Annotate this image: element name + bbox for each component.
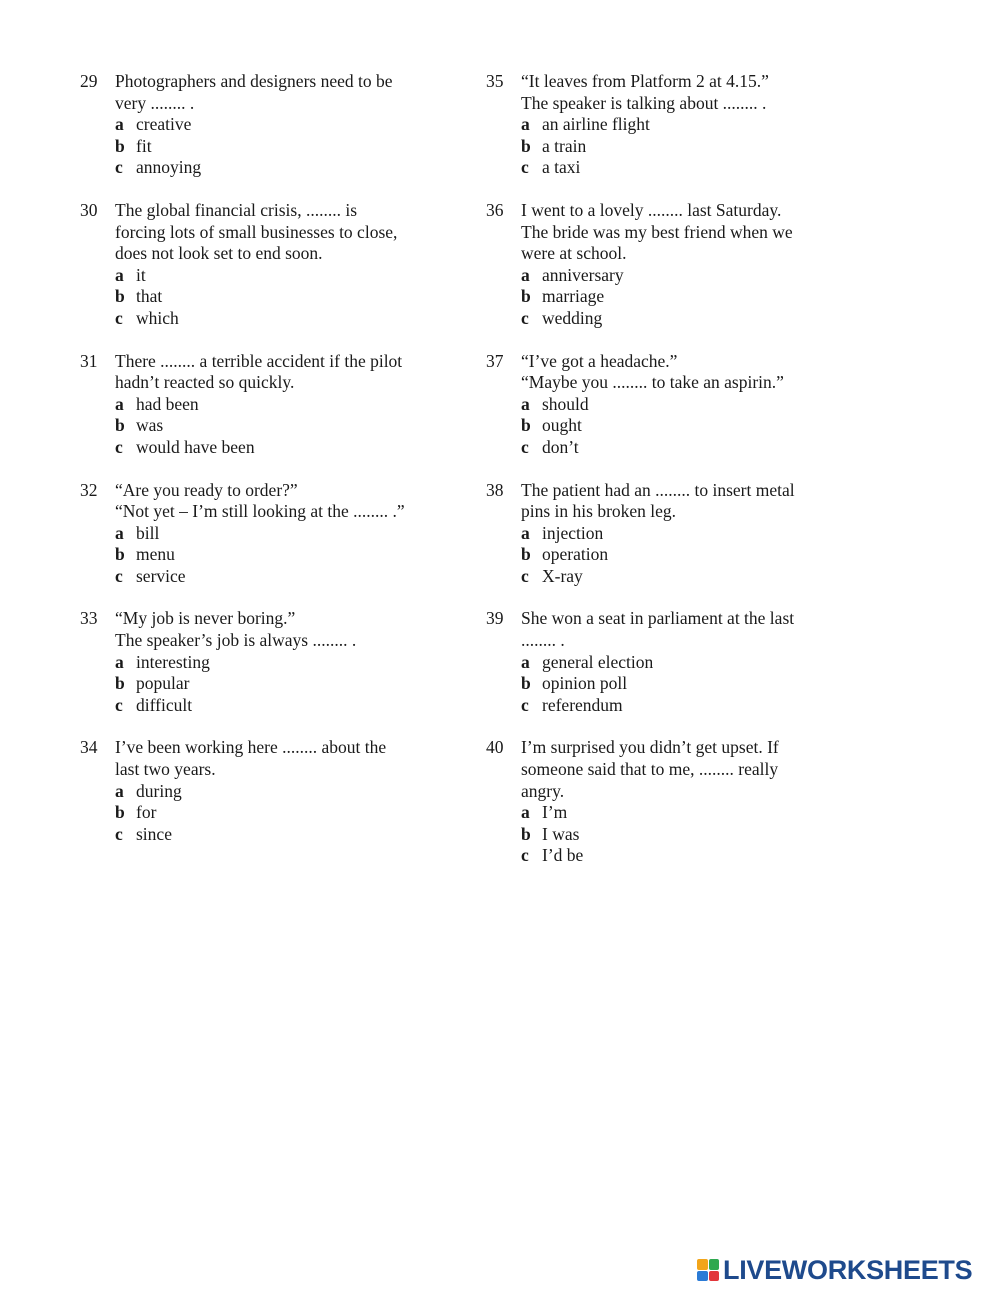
- answer-option-a[interactable]: [521, 114, 886, 136]
- answer-option-c[interactable]: [115, 824, 480, 846]
- option-letter: a: [115, 114, 124, 135]
- option-text: since: [136, 823, 172, 844]
- answer-option-a[interactable]: [115, 781, 480, 803]
- option-letter: a: [521, 802, 530, 823]
- option-text: wedding: [542, 307, 603, 328]
- answer-option-b[interactable]: [115, 802, 480, 824]
- option-letter: a: [115, 264, 124, 285]
- question-number: 40: [486, 737, 504, 758]
- answer-option-b[interactable]: [521, 824, 886, 846]
- answer-option-c[interactable]: [521, 308, 886, 330]
- question-stem: [486, 200, 886, 265]
- answer-options: [521, 394, 886, 459]
- option-text: a train: [542, 135, 587, 156]
- question-stem: [80, 71, 480, 114]
- question-stem: [486, 351, 886, 394]
- question-stem: [80, 351, 480, 394]
- answer-option-c[interactable]: [521, 695, 886, 717]
- option-text: I’d be: [542, 845, 584, 866]
- answer-options: [521, 523, 886, 588]
- question-number: 31: [80, 350, 98, 371]
- answer-option-b[interactable]: [521, 415, 886, 437]
- answer-option-a[interactable]: [115, 265, 480, 287]
- option-letter: b: [521, 673, 531, 694]
- question-stem: [80, 737, 480, 780]
- answer-options: [115, 114, 480, 179]
- question-number: 32: [80, 479, 98, 500]
- question-stem: [486, 608, 886, 651]
- answer-option-b[interactable]: [115, 673, 480, 695]
- option-letter: a: [115, 651, 124, 672]
- option-letter: a: [521, 393, 530, 414]
- question-number: 33: [80, 608, 98, 629]
- question-text: “It leaves from Platform 2 at 4.15.” The speaker is talking about ........ .: [521, 71, 769, 113]
- option-letter: b: [115, 673, 125, 694]
- option-letter: c: [115, 307, 123, 328]
- answer-option-c[interactable]: [115, 308, 480, 330]
- option-letter: c: [115, 694, 123, 715]
- answer-option-c[interactable]: [521, 437, 886, 459]
- question-stem: [486, 737, 886, 802]
- question-36: [486, 200, 886, 330]
- option-letter: b: [521, 135, 531, 156]
- option-letter: b: [115, 544, 125, 565]
- answer-options: [521, 652, 886, 717]
- option-text: an airline flight: [542, 114, 650, 135]
- answer-options: [115, 652, 480, 717]
- option-letter: c: [115, 823, 123, 844]
- liveworksheets-logo-icon: [697, 1259, 719, 1281]
- question-text: I’ve been working here ........ about the last two years.: [115, 737, 387, 780]
- question-stem: [80, 608, 480, 651]
- question-text: I went to a lovely ........ last Saturday. The bride was my best friend when we were at school.: [521, 199, 793, 264]
- option-letter: a: [115, 393, 124, 414]
- answer-options: [115, 394, 480, 459]
- option-letter: c: [115, 436, 123, 457]
- option-text: that: [136, 286, 163, 307]
- question-text: “I’ve got a headache.” “Maybe you ........ to take an aspirin.”: [521, 350, 784, 393]
- answer-option-c[interactable]: [115, 157, 480, 179]
- option-text: popular: [136, 673, 190, 694]
- option-text: during: [136, 780, 182, 801]
- answer-option-a[interactable]: [521, 265, 886, 287]
- option-letter: b: [521, 544, 531, 565]
- option-text: I was: [542, 823, 580, 844]
- option-text: fit: [136, 135, 152, 156]
- option-letter: b: [521, 286, 531, 307]
- answer-option-b[interactable]: [521, 544, 886, 566]
- option-text: creative: [136, 114, 192, 135]
- question-text: The global financial crisis, ........ is forcing lots of small businesses to close, does not look set to end soon.: [115, 199, 398, 264]
- answer-option-b[interactable]: [115, 415, 480, 437]
- option-letter: b: [521, 415, 531, 436]
- question-32: [80, 480, 480, 588]
- question-31: [80, 351, 480, 459]
- option-text: it: [136, 264, 146, 285]
- question-33: [80, 608, 480, 716]
- option-letter: c: [521, 565, 529, 586]
- answer-option-a[interactable]: [115, 652, 480, 674]
- option-text: annoying: [136, 157, 202, 178]
- question-number: 30: [80, 199, 98, 220]
- answer-options: [521, 802, 886, 867]
- question-number: 39: [486, 608, 504, 629]
- question-text: The patient had an ........ to insert metal pins in his broken leg.: [521, 479, 795, 522]
- option-text: I’m: [542, 802, 568, 823]
- option-text: opinion poll: [542, 673, 628, 694]
- option-letter: a: [115, 780, 124, 801]
- option-text: had been: [136, 393, 199, 414]
- option-letter: b: [521, 823, 531, 844]
- question-text: I’m surprised you didn’t get upset. If someone said that to me, ........ really angry.: [521, 737, 779, 801]
- option-letter: c: [521, 307, 529, 328]
- answer-options: [521, 265, 886, 330]
- logo-square-1: [697, 1259, 708, 1270]
- question-40: [486, 737, 886, 867]
- question-30: [80, 200, 480, 330]
- answer-option-c[interactable]: [115, 437, 480, 459]
- question-text: She won a seat in parliament at the last ........ .: [521, 608, 795, 651]
- question-stem: [80, 200, 480, 265]
- answer-option-c[interactable]: [521, 566, 886, 588]
- question-35: [486, 71, 886, 179]
- logo-square-3: [697, 1271, 708, 1282]
- option-text: operation: [542, 544, 609, 565]
- option-text: marriage: [542, 286, 605, 307]
- option-text: general election: [542, 651, 654, 672]
- right-question-column: [486, 71, 886, 888]
- option-letter: b: [115, 802, 125, 823]
- answer-option-a[interactable]: [521, 802, 886, 824]
- answer-option-b[interactable]: [115, 544, 480, 566]
- answer-options: [115, 523, 480, 588]
- option-letter: c: [521, 157, 529, 178]
- question-number: 35: [486, 71, 504, 91]
- option-text: ought: [542, 415, 582, 436]
- question-number: 29: [80, 71, 98, 91]
- question-39: [486, 608, 886, 716]
- question-text: There ........ a terrible accident if the pilot hadn’t reacted so quickly.: [115, 350, 403, 393]
- option-letter: c: [115, 565, 123, 586]
- option-letter: c: [521, 694, 529, 715]
- answer-option-b[interactable]: [115, 136, 480, 158]
- option-text: X-ray: [542, 565, 583, 586]
- option-text: which: [136, 307, 179, 328]
- option-text: for: [136, 802, 157, 823]
- option-text: was: [136, 415, 164, 436]
- option-text: anniversary: [542, 264, 624, 285]
- logo-text: LIVEWORKSHEETS: [723, 1254, 973, 1285]
- option-letter: b: [115, 135, 125, 156]
- answer-option-b[interactable]: [521, 136, 886, 158]
- option-letter: a: [521, 522, 530, 543]
- question-29: [80, 71, 480, 179]
- option-letter: a: [521, 264, 530, 285]
- answer-option-a[interactable]: [115, 114, 480, 136]
- option-text: injection: [542, 522, 604, 543]
- option-letter: b: [115, 286, 125, 307]
- liveworksheets-logo: [697, 1256, 972, 1284]
- question-text: “My job is never boring.” The speaker’s job is always ........ .: [115, 608, 357, 651]
- option-letter: c: [521, 436, 529, 457]
- logo-square-2: [709, 1259, 720, 1270]
- answer-options: [115, 265, 480, 330]
- option-text: menu: [136, 544, 175, 565]
- option-text: interesting: [136, 651, 210, 672]
- question-34: [80, 737, 480, 845]
- question-number: 38: [486, 479, 504, 500]
- question-stem: [486, 480, 886, 523]
- answer-option-a[interactable]: [115, 523, 480, 545]
- left-question-column: [80, 71, 480, 866]
- option-text: difficult: [136, 694, 193, 715]
- answer-option-a[interactable]: [521, 394, 886, 416]
- option-letter: a: [521, 114, 530, 135]
- question-38: [486, 480, 886, 588]
- answer-option-c[interactable]: [115, 566, 480, 588]
- question-stem: [486, 71, 886, 114]
- answer-options: [521, 114, 886, 179]
- answer-option-b[interactable]: [115, 286, 480, 308]
- option-text: a taxi: [542, 157, 581, 178]
- answer-option-c[interactable]: [521, 845, 886, 867]
- option-text: don’t: [542, 436, 579, 457]
- option-letter: c: [521, 845, 529, 866]
- option-text: should: [542, 393, 589, 414]
- answer-option-c[interactable]: [115, 695, 480, 717]
- option-letter: c: [115, 157, 123, 178]
- question-37: [486, 351, 886, 459]
- option-letter: a: [521, 651, 530, 672]
- answer-option-b[interactable]: [521, 286, 886, 308]
- answer-option-a[interactable]: [521, 523, 886, 545]
- question-stem: [80, 480, 480, 523]
- question-number: 36: [486, 199, 504, 220]
- question-number: 34: [80, 737, 98, 758]
- logo-square-4: [709, 1271, 720, 1282]
- question-text: Photographers and designers need to be very ........ .: [115, 71, 393, 113]
- option-text: would have been: [136, 436, 255, 457]
- option-text: service: [136, 565, 186, 586]
- option-text: referendum: [542, 694, 623, 715]
- answer-option-a[interactable]: [115, 394, 480, 416]
- answer-option-c[interactable]: [521, 157, 886, 179]
- option-letter: a: [115, 522, 124, 543]
- answer-option-b[interactable]: [521, 673, 886, 695]
- question-number: 37: [486, 350, 504, 371]
- answer-options: [115, 781, 480, 846]
- option-letter: b: [115, 415, 125, 436]
- answer-option-a[interactable]: [521, 652, 886, 674]
- option-text: bill: [136, 522, 160, 543]
- question-text: “Are you ready to order?” “Not yet – I’m still looking at the ........ .”: [115, 479, 405, 522]
